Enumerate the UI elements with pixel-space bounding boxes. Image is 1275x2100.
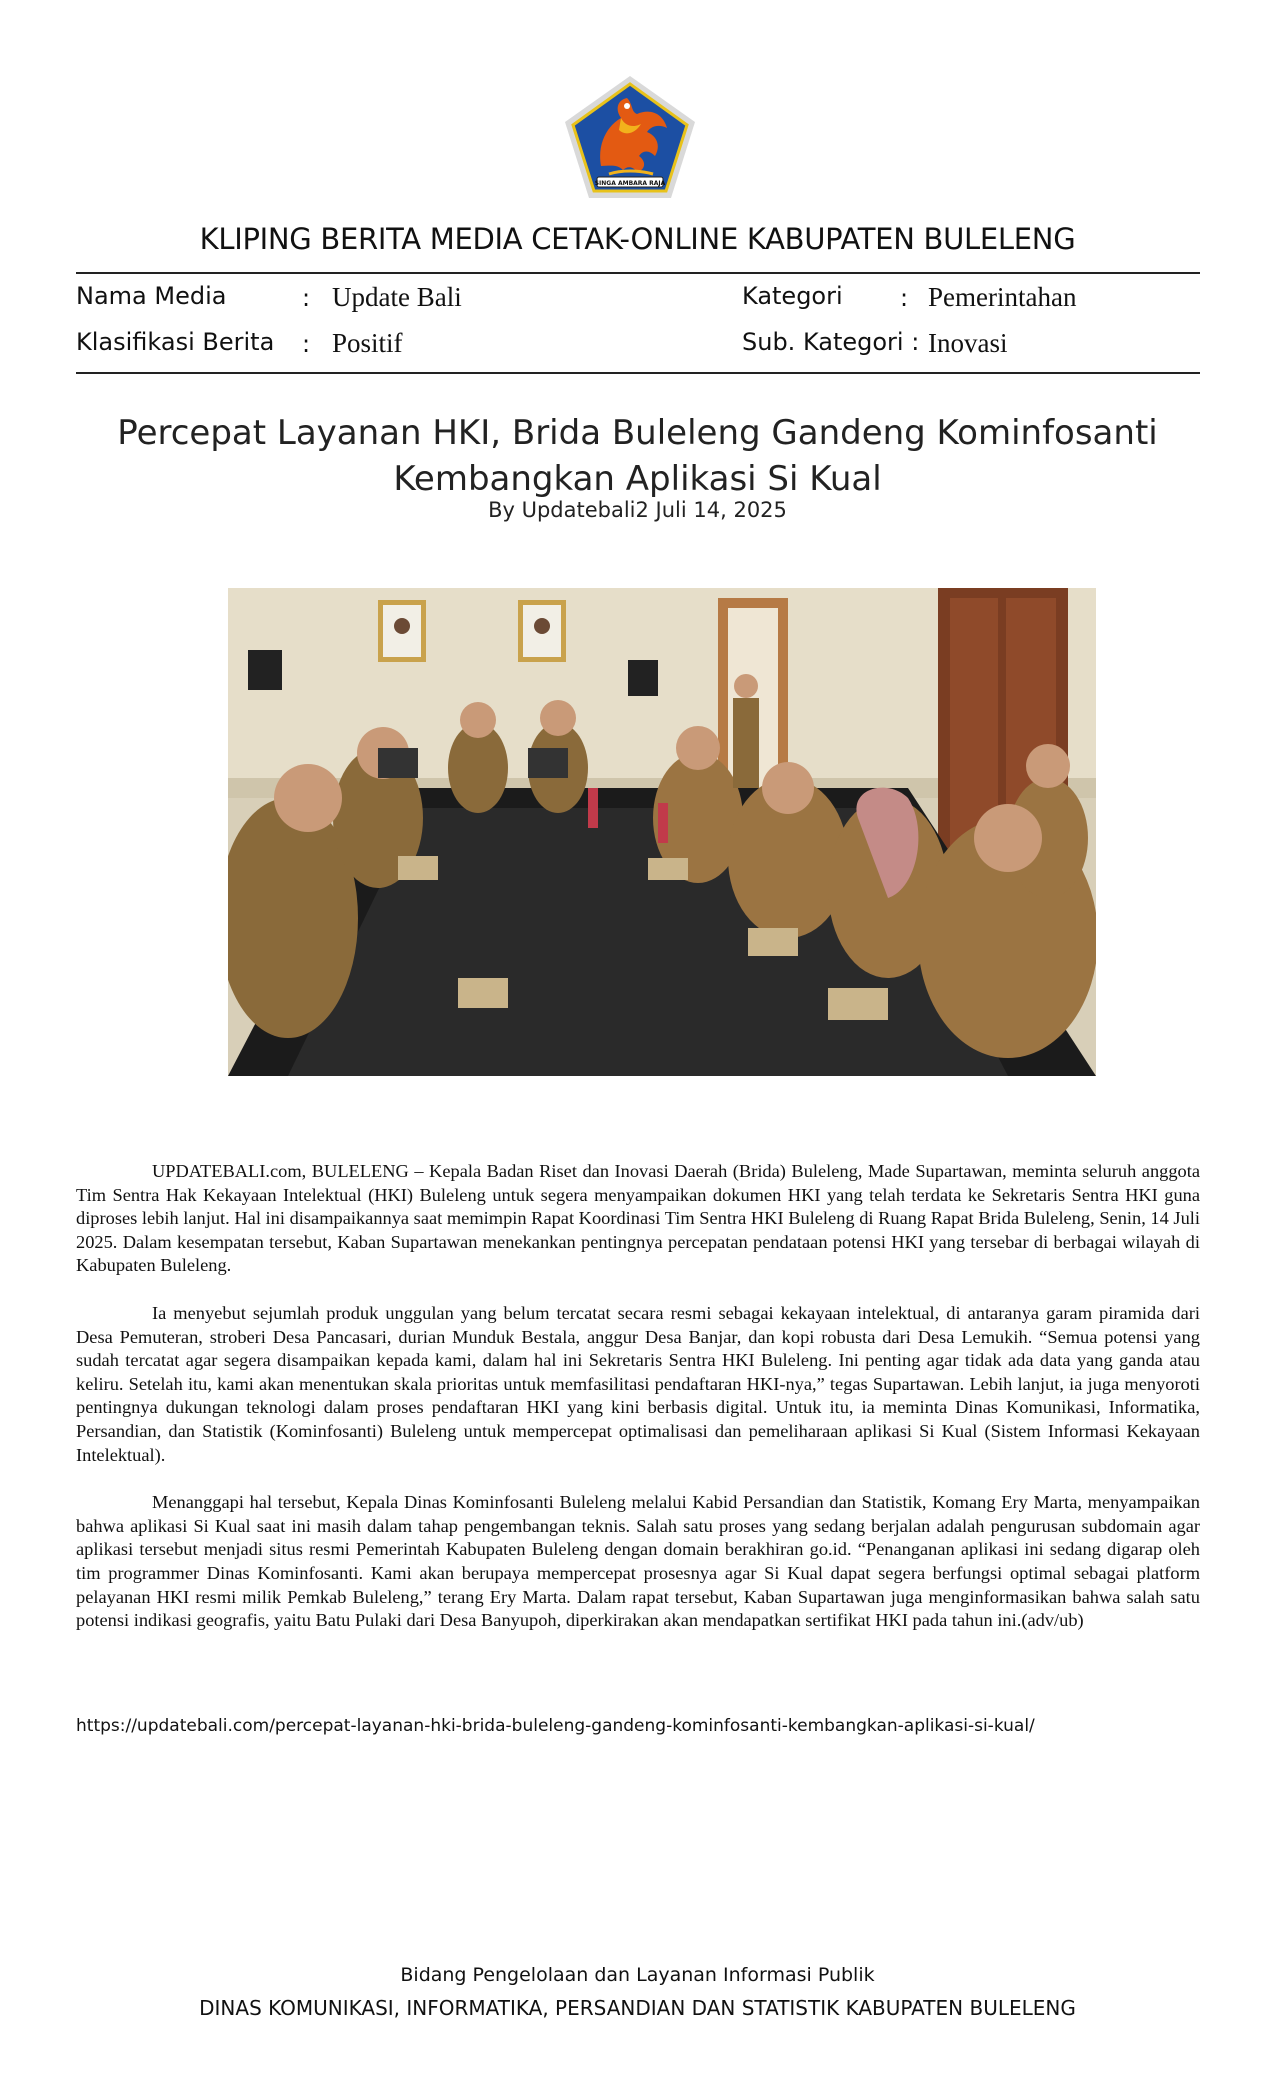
footer-division: Bidang Pengelolaan dan Layanan Informasi Publik bbox=[400, 1964, 875, 1986]
header-top-rule bbox=[76, 272, 1200, 274]
header-bottom-rule bbox=[76, 372, 1200, 374]
article-paragraph: Menanggapi hal tersebut, Kepala Dinas Kominfosanti Buleleng melalui Kabid Persandian dan Statistik, Komang Ery Marta, menyampaikan bahwa aplikasi Si Kual saat ini masih dalam tahap pengembangan teknis. Salah satu proses yang sedang berjalan adalah pengurusan subdomain agar aplikasi tersebut menjadi situs resmi Pemerintah Kabupaten Buleleng dengan domain berakhiran go.id. “Penanganan aplikasi ini sedang digarap oleh tim programmer Dinas Kominfosanti. Kami akan berupaya mempercepat prosesnya agar Si Kual dapat segera berfungsi optimal sebagai platform pelayanan HKI resmi milik Pemkab Buleleng,” terang Ery Marta. Dalam rapat tersebut, Kaban Supartawan juga menginformasikan bahwa salah satu potensi indikasi geografis, yaitu Batu Pulaki dari Desa Banyupoh, diperkirakan akan mendapatkan sertifikat HKI pada tahun ini.(adv/ub) bbox=[76, 1492, 1200, 1631]
kategori-separator: : bbox=[900, 284, 909, 312]
klasifikasi-label: Klasifikasi Berita bbox=[76, 328, 275, 356]
kabupaten-buleleng-logo bbox=[563, 74, 697, 200]
article-paragraph: Ia menyebut sejumlah produk unggulan yang belum tercatat secara resmi sebagai kekayaan intelektual, di antaranya garam piramida dari Desa Pemuteran, stroberi Desa Pancasari, durian Munduk Bestala, anggur Desa Banjar, dan kopi robusta dari Desa Lemukih. “Semua potensi yang sudah tercatat agar segera disampaikan kepada kami, dalam hal ini Sekretaris Sentra HKI Buleleng. Ini penting agar tidak ada data yang ganda atau keliru. Setelah itu, kami akan menentukan skala prioritas untuk memfasilitasi pendaftaran HKI-nya,” tegas Supartawan. Lebih lanjut, ia juga menyoroti pentingnya dukungan teknologi dalam proses pendaftaran HKI yang kini berbasis digital. Untuk itu, ia meminta Dinas Komunikasi, Informatika, Persandian, dan Statistik (Kominfosanti) Buleleng untuk mempercepat optimalisasi dan pemeliharaan aplikasi Si Kual (Sistem Informasi Kekayaan Intelektual). bbox=[76, 1302, 1200, 1465]
headline-line-2: Kembangkan Aplikasi Si Kual bbox=[393, 459, 882, 499]
klasifikasi-separator: : bbox=[302, 330, 311, 358]
article-paragraph: UPDATEBALI.com, BULELENG – Kepala Badan Riset dan Inovasi Daerah (Brida) Buleleng, Made Supartawan, meminta seluruh anggota Tim Sentra Hak Kekayaan Intelektual (HKI) Buleleng untuk segera menyampaikan dokumen HKI yang telah terdata ke Sekretaris Sentra HKI guna diproses lebih lanjut. Hal ini disampaikannya saat memimpin Rapat Koordinasi Tim Sentra HKI Buleleng di Ruang Rapat Brida Buleleng, Senin, 14 Juli 2025. Dalam kesempatan tersebut, Kaban Supartawan menekankan pentingnya percepatan pendataan potensi HKI yang tersebar di berbagai wilayah di Kabupaten Buleleng. bbox=[76, 1161, 1200, 1276]
article-body bbox=[76, 1160, 1200, 1657]
headline-line-1: Percepat Layanan HKI, Brida Buleleng Gandeng Kominfosanti bbox=[117, 413, 1158, 453]
article-headline bbox=[0, 410, 1275, 502]
sub-kategori-value: Inovasi bbox=[928, 328, 1008, 358]
source-url-link[interactable]: https://updatebali.com/percepat-layanan-hki-brida-buleleng-gandeng-kominfosanti-kembangkan-aplikasi-si-kual/ bbox=[76, 1716, 1035, 1736]
nama-media-separator: : bbox=[302, 284, 311, 312]
article-photo bbox=[228, 588, 1096, 1076]
kategori-label: Kategori bbox=[742, 282, 843, 310]
document-title: KLIPING BERITA MEDIA CETAK-ONLINE KABUPATEN BULELENG bbox=[199, 222, 1076, 256]
logo-motto-text: SINGA AMBARA RAJA bbox=[594, 180, 666, 187]
klasifikasi-value: Positif bbox=[332, 328, 403, 358]
footer-agency: DINAS KOMUNIKASI, INFORMATIKA, PERSANDIAN DAN STATISTIK KABUPATEN BULELENG bbox=[199, 1996, 1076, 2020]
nama-media-label: Nama Media bbox=[76, 282, 227, 310]
nama-media-value: Update Bali bbox=[332, 282, 462, 312]
sub-kategori-label: Sub. Kategori : bbox=[742, 328, 920, 356]
kategori-value: Pemerintahan bbox=[928, 282, 1077, 312]
article-byline: By Updatebali2 Juli 14, 2025 bbox=[488, 498, 787, 522]
